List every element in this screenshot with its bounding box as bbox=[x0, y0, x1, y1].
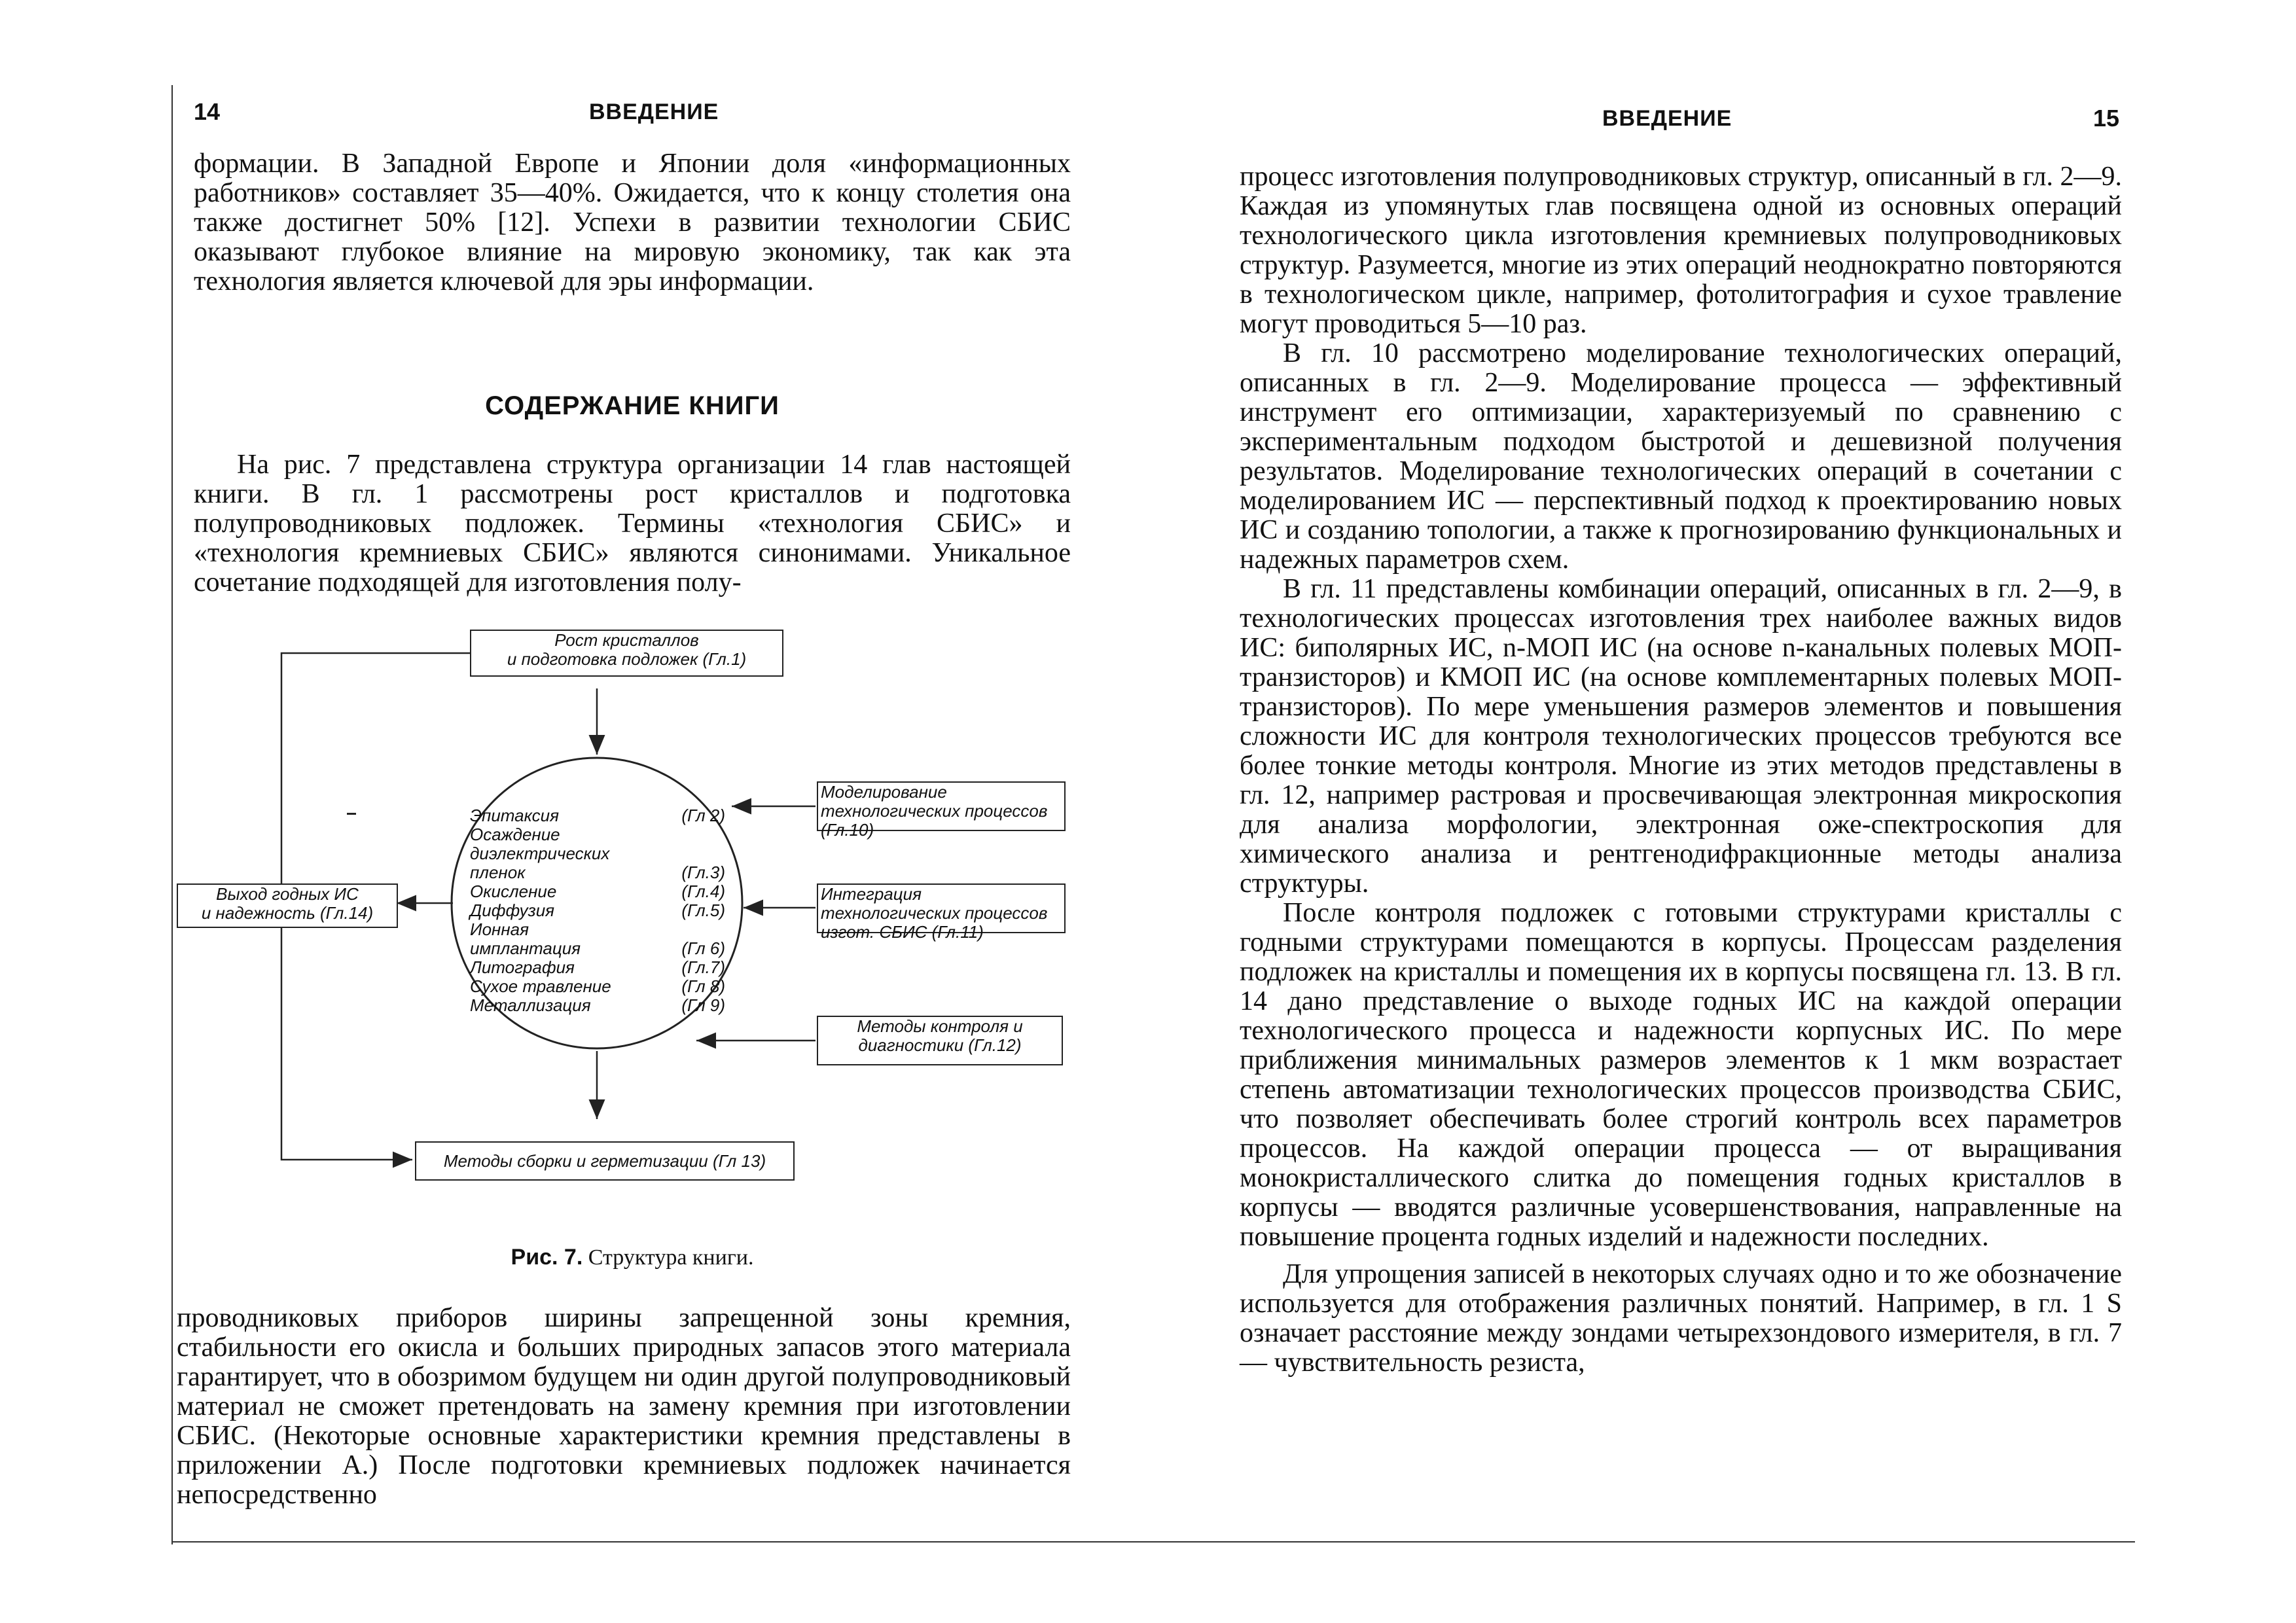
paragraph-intro: На рис. 7 представлена структура организации 14 глав настоящей книги. В гл. 1 рассмотрены рост кристаллов и подготовка полупроводниковых подложек. Термины «технология СБИС» и «технология кремниевых СБИС» являются синонимами. Уникальное сочетание подходящей для изготовления полу- bbox=[194, 450, 1071, 597]
scan-speck bbox=[347, 813, 356, 815]
box-crystal-growth: Рост кристаллов и подготовка подложек (Гл.1) bbox=[470, 630, 783, 677]
figure-caption: Рис. 7. Структура книги. bbox=[511, 1245, 754, 1270]
circle-chapter-list: Эпитаксия (Гл 2) Осаждение диэлектрических пленок (Гл.3) Окисление (Гл.4) Диффузия (Гл.5) Ионная имплантация (Гл 6) Литография (Гл.7) Сухое травление (Гл 8) Металлизация (Гл 9) bbox=[470, 806, 725, 1015]
running-head: ВВЕДЕНИЕ bbox=[1602, 106, 1732, 131]
page-number: 15 bbox=[2093, 105, 2120, 132]
section-title: СОДЕРЖАНИЕ КНИГИ bbox=[485, 391, 780, 420]
box-assembly-packaging: Методы сборки и герметизации (Гл 13) bbox=[415, 1141, 795, 1181]
running-head: ВВЕДЕНИЕ bbox=[589, 99, 719, 124]
box-yield-reliability: Выход годных ИС и надежность (Гл.14) bbox=[177, 883, 398, 928]
box-inspection-methods: Методы контроля и диагностики (Гл.12) bbox=[817, 1016, 1063, 1065]
paragraph-2: В гл. 10 рассмотрено моделирование технологических операций, описанных в гл. 2—9. Моделирование процесса — эффективный инструмент его оптимизации, характеризуемый по сравнению с экспериментальным подходом быстротой и дешевизной получения результатов. Моделирование технологических операций в сочетании с моделированием ИС — перспективный подход к проектированию новых ИС и созданию топологии, а также к прогнозированию функциональных и надежных параметров схем. bbox=[1240, 338, 2122, 575]
paragraph-4: После контроля подложек с готовыми структурами кристаллы с годными структурами помещаются в корпусы. Процессам разделения подложек на кристаллы и помещения их в корпусы посвящена гл. 13. В гл. 14 дано представление о выходе годных ИС на каждой операции технологического процесса и надежности корпусных ИС. По мере приближения минимальных размеров элементов к 1 мкм возрастает степень автоматизации технологических процессов производства СБИС, что позволяет обеспечивать более строгий контроль всех параметров процессов. На каждой операции процесса — от выращивания монокристаллического слитка до помещения годных кристаллов в корпусы — вводятся различные усовершенствования, направленные на повышение процента годных изделий и надежности последних. bbox=[1240, 898, 2122, 1252]
paragraph-5: Для упрощения записей в некоторых случаях одно и то же обозначение используется для отображения различных понятий. Например, в гл. 1 S означает расстояние между зондами четырехзондового измерителя, в гл. 7 — чувствительность резиста, bbox=[1240, 1259, 2122, 1378]
box-process-integration: Интеграция технологических процессов изгот. СБИС (Гл.11) bbox=[817, 883, 1066, 933]
paragraph-bottom: проводниковых приборов ширины запрещенной зоны кремния, стабильности его окисла и больших природных запасов этого материала гарантирует, что в обозримом будущем ни один другой полупроводниковый материал не сможет претендовать на замену кремния при изготовлении СБИС. (Некоторые основные характеристики кремния представлены в приложении А.) После подготовки кремниевых подложек начинается непосредственно bbox=[177, 1303, 1071, 1510]
page-number: 14 bbox=[194, 98, 221, 125]
paragraph-3: В гл. 11 представлены комбинации операций, описанных в гл. 2—9, в технологических процессах изготовления трех наиболее важных видов ИС: биполярных ИС, n-МОП ИС (на основе n-канальных полевых МОП-транзисторов) и КМОП ИС (на основе комплементарных полевых МОП-транзисторов). По мере уменьшения размеров элементов и повышения сложности ИС для контроля технологических процессов требуются все более тонкие методы контроля. Многие из этих методов представлены в гл. 12, например растровая и просвечивающая электронная микроскопия для анализа морфологии, электронная оже-спектроскопия для химического анализа и рентгенодифракционные методы анализа структуры. bbox=[1240, 574, 2122, 899]
right-body-text bbox=[1240, 162, 2122, 1378]
box-process-modeling: Моделирование технологических процессов (Гл.10) bbox=[817, 781, 1066, 831]
right-page bbox=[1148, 0, 2296, 1623]
paragraph-top: формации. В Западной Европе и Японии доля «информационных работников» составляет 35—40%. Ожидается, что к концу столетия она также достигнет 50% [12]. Успехи в развитии технологии СБИС оказывают глубокое влияние на мировую экономику, так как эта технология является ключевой для эры информации. bbox=[194, 149, 1071, 296]
figure-book-structure bbox=[157, 622, 1080, 1224]
paragraph-1: процесс изготовления полупроводниковых структур, описанный в гл. 2—9. Каждая из упомянутых глав посвящена одной из основных операций технологического цикла изготовления кремниевых полупроводниковых структур. Разумеется, многие из этих операций неоднократно повторяются в технологическом цикле, например, фотолитография и сухое травление могут проводиться 5—10 раз. bbox=[1240, 162, 2122, 339]
